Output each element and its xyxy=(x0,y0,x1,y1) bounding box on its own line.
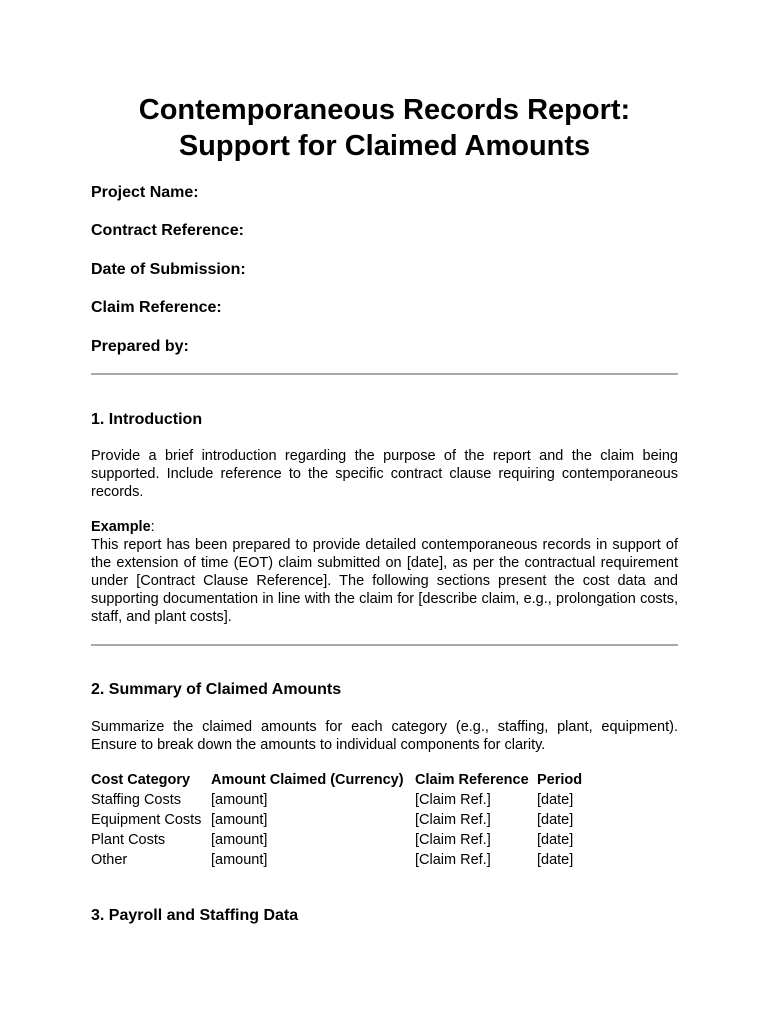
claim-ref-cell: [Claim Ref.] xyxy=(415,852,491,868)
claim-ref-cell: [Claim Ref.] xyxy=(415,792,491,808)
claim-reference-label: Claim Reference: xyxy=(91,299,222,316)
period-cell: [date] xyxy=(537,812,574,828)
example-block xyxy=(91,519,678,626)
example-colon: : xyxy=(150,519,155,535)
contract-reference-label: Contract Reference: xyxy=(91,222,244,239)
amount-cell: [amount] xyxy=(211,812,268,828)
header-period: Period xyxy=(537,772,583,788)
page-title xyxy=(61,92,708,164)
prepared-by-label: Prepared by: xyxy=(91,338,189,355)
section-divider xyxy=(91,644,678,646)
example-label: Example xyxy=(91,519,151,535)
header-amount-claimed: Amount Claimed (Currency) xyxy=(211,772,404,788)
claim-ref-cell: [Claim Ref.] xyxy=(415,832,491,848)
table-row xyxy=(91,850,597,870)
amount-cell: [amount] xyxy=(211,852,268,868)
table-row xyxy=(91,810,597,830)
period-cell: [date] xyxy=(537,792,574,808)
title-line-2: Support for Claimed Amounts xyxy=(178,130,591,162)
amount-cell: [amount] xyxy=(211,792,268,808)
cost-category-cell: Other xyxy=(91,852,128,868)
claim-ref-cell: [Claim Ref.] xyxy=(415,812,491,828)
header-claim-reference: Claim Reference xyxy=(415,772,529,788)
summary-heading: 2. Summary of Claimed Amounts xyxy=(91,681,342,698)
table-row xyxy=(91,830,597,850)
period-cell: [date] xyxy=(537,852,574,868)
payroll-heading: 3. Payroll and Staffing Data xyxy=(91,907,299,924)
title-line-1: Contemporaneous Records Report: xyxy=(138,94,631,126)
table-header-row xyxy=(91,770,597,790)
example-body: This report has been prepared to provide detailed contemporaneous records in support of the extension of time (EOT) claim submitted on [date], as per the contractual requirement under [Contract Clause Reference]. The following sections present the cost data and supporting documentation in line with the claim for [describe claim, e.g., prolongation costs, staff, and plant costs]. xyxy=(91,536,678,625)
document-page xyxy=(91,0,678,1024)
project-name-label: Project Name: xyxy=(91,184,199,201)
cost-category-cell: Plant Costs xyxy=(91,832,166,848)
introduction-heading: 1. Introduction xyxy=(91,411,203,428)
table-row xyxy=(91,790,597,810)
header-cost-category: Cost Category xyxy=(91,772,191,788)
summary-body: Summarize the claimed amounts for each category (e.g., staffing, plant, equipment). Ensure to break down the amounts to individual components for clarity. xyxy=(91,719,678,754)
cost-category-cell: Equipment Costs xyxy=(91,812,202,828)
amount-cell: [amount] xyxy=(211,832,268,848)
period-cell: [date] xyxy=(537,832,574,848)
date-of-submission-label: Date of Submission: xyxy=(91,261,246,278)
claimed-amounts-table xyxy=(91,770,597,870)
cost-category-cell: Staffing Costs xyxy=(91,792,182,808)
introduction-body: Provide a brief introduction regarding the purpose of the report and the claim being supported. Include reference to the specific contract clause requiring contemporaneous records. xyxy=(91,448,678,501)
section-divider xyxy=(91,373,678,375)
